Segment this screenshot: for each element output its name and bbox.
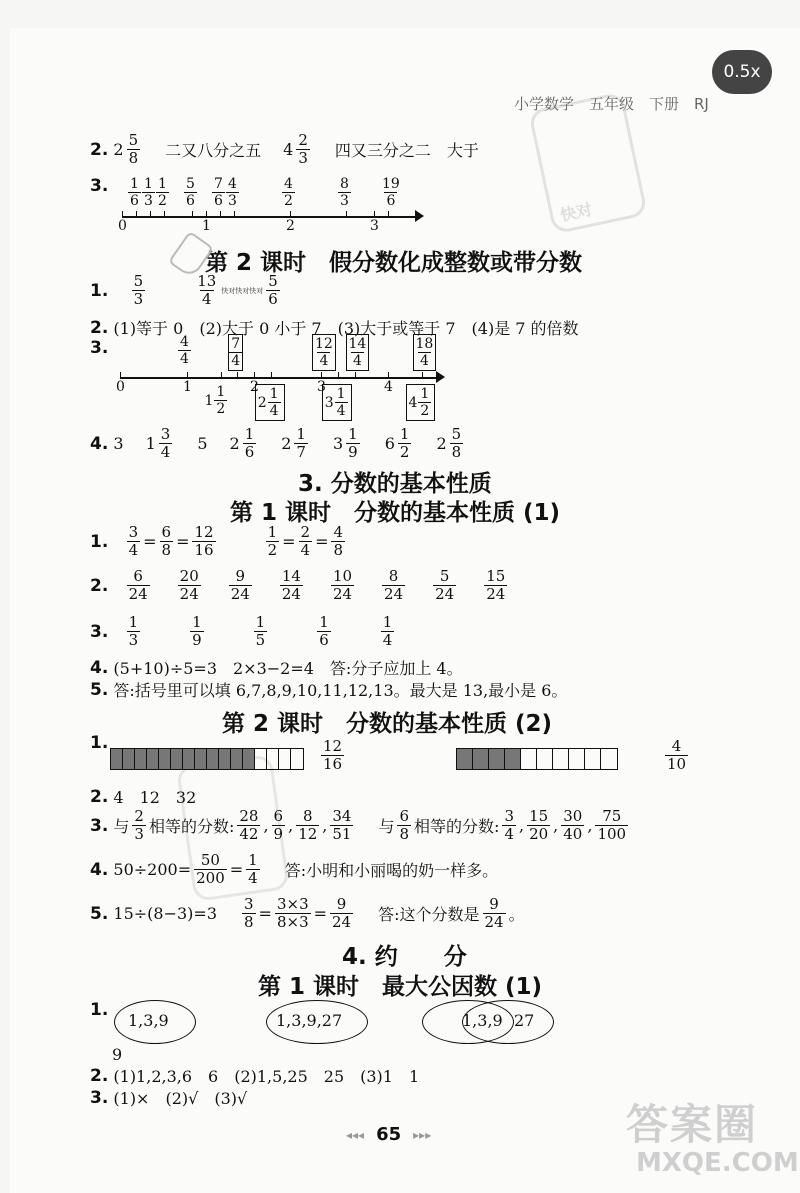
s5-q3 <box>90 1086 247 1109</box>
fraction: $\frac{5}{8}$ <box>451 425 462 461</box>
fraction: $\frac{15}{24}$ <box>486 567 506 603</box>
tick-label: 0 <box>116 379 125 395</box>
fraction: $\frac{4}{2}$ <box>284 176 293 209</box>
arrow-icon <box>436 371 445 383</box>
bar-cell <box>291 749 303 769</box>
fraction: $\frac{14}{4}$ <box>346 334 370 371</box>
q-number: 1. <box>90 531 109 552</box>
bar-cell <box>505 749 521 769</box>
s3-q2 <box>90 568 510 603</box>
fraction: $\frac{1}{9}$ <box>192 613 202 649</box>
tick <box>164 211 165 217</box>
q-number: 1. <box>90 733 109 753</box>
mixed-number <box>255 384 285 421</box>
text: 2 <box>436 434 447 453</box>
fraction: $\frac{5}{8}$ <box>128 131 139 167</box>
s4-q3: 3. 与 $\frac{2}{3}$ 相等的分数: $\frac{28}{42}$ , $\frac{6}{9}$ , $\frac{8}{12}$ , $\frac{34}{51}$ 与 $\frac{6}{8}$ 相等的分数: $\frac{3}{4}$ , $\frac{15}{20}$ , $\frac{30}{40}$ , $\frac{75}{100}$ <box>90 807 627 843</box>
text: 相等的分数: <box>414 817 500 836</box>
text: 1 <box>145 434 156 453</box>
fraction: $\frac{7}{6}$ <box>214 176 223 209</box>
text: 2 <box>257 394 267 411</box>
fraction: $\frac{4}{3}$ <box>228 176 237 209</box>
fraction: $\frac{12}{4}$ <box>312 334 336 371</box>
fraction: $\frac{12}{16}$ <box>194 523 214 559</box>
fraction: $\frac{1}{6}$ <box>319 613 329 649</box>
text: , <box>587 816 593 835</box>
bar2-fraction: $\frac{4}{10}$ <box>667 737 687 773</box>
bar-cell <box>231 749 243 769</box>
text: 3 <box>332 434 344 453</box>
q-number: 5. <box>90 679 109 700</box>
fraction: $\frac{10}{24}$ <box>332 567 353 603</box>
set-label: 27 <box>514 1011 535 1030</box>
tick <box>136 211 137 217</box>
bar-cell <box>601 749 617 769</box>
bar-cell <box>207 749 219 769</box>
bar-cell <box>159 749 171 769</box>
answer-text: (1)等于 0 (2)大于 0 小于 7 (3)大于或等于 7 (4)是 7 的倍数 <box>113 319 579 338</box>
bar-cell <box>123 749 135 769</box>
watermark-url: MXQE.COM <box>636 1148 799 1178</box>
text: 4 <box>408 394 418 411</box>
tick <box>234 211 235 217</box>
fraction: $\frac{30}{40}$ <box>563 807 583 843</box>
fraction: $\frac{28}{42}$ <box>239 807 259 843</box>
expr: 15÷(8−3)=3 <box>113 904 217 923</box>
fraction: $\frac{8}{12}$ <box>298 807 318 843</box>
bar-cell <box>585 749 601 769</box>
q-number: 4. <box>90 657 109 678</box>
q-number: 2. <box>90 317 109 338</box>
q-number: 4. <box>90 433 109 454</box>
bar-cell <box>267 749 279 769</box>
s3-q5 <box>90 678 567 701</box>
tick <box>192 211 193 217</box>
bar-cell <box>489 749 505 769</box>
lesson-title: 第 2 课时 分数的基本性质 (2) <box>222 711 553 737</box>
bar-cell <box>473 749 489 769</box>
fraction: $\frac{18}{4}$ <box>413 334 437 371</box>
lesson-title: 第 1 课时 最大公因数 (1) <box>258 974 543 1000</box>
text: 相等的分数: <box>148 817 235 836</box>
bar-cell <box>171 749 183 769</box>
bar-cell <box>537 749 553 769</box>
s4-q5: 5. 15÷(8−3)=3 $\frac{3}{8}$ = $\frac{3\times 3}{8\times 3}$ = $\frac{9}{24}$ 答:这个分数是 $\frac{9}{24}$ 。 <box>90 895 525 931</box>
tick-label: 1 <box>202 218 211 234</box>
q-number: 3. <box>90 815 109 836</box>
fraction: $\frac{3}{4}$ <box>128 523 139 559</box>
fraction: $\frac{75}{100}$ <box>597 807 627 843</box>
fraction: $\frac{1}{2}$ <box>158 176 167 209</box>
tick <box>388 372 389 378</box>
bar-cell <box>111 749 123 769</box>
q-number: 2. <box>90 1065 109 1086</box>
text: = <box>143 532 157 551</box>
text: , <box>322 816 328 835</box>
number-line-1 <box>110 176 430 238</box>
text: = <box>315 532 329 551</box>
fraction: $\frac{6}{8}$ <box>161 523 172 559</box>
q-number: 5. <box>90 903 109 924</box>
q-number: 3. <box>90 621 109 642</box>
fraction: $\frac{5}{6}$ <box>186 176 195 209</box>
bar-cell <box>135 749 147 769</box>
text: , <box>288 816 294 835</box>
set-label: 1,3,9 <box>128 1011 169 1030</box>
prev-arrows-icon: ◂◂◂ <box>346 1127 365 1142</box>
fraction: $\frac{1}{7}$ <box>296 425 306 461</box>
fraction: $\frac{34}{51}$ <box>332 807 352 843</box>
fraction: $\frac{1}{6}$ <box>130 176 139 209</box>
text: 1 <box>204 392 214 409</box>
q-number: 4. <box>90 859 109 880</box>
tick <box>321 372 322 378</box>
tick <box>388 211 389 217</box>
s1-q2 <box>90 132 479 167</box>
chapter-title: 3. 分数的基本性质 <box>298 471 492 497</box>
fraction: $\frac{3}{4}$ <box>504 807 514 843</box>
fraction: $\frac{5}{24}$ <box>435 567 455 603</box>
s3-q3 <box>90 614 397 649</box>
q-number: 1. <box>90 1000 109 1020</box>
tick <box>374 211 375 217</box>
answer-text: 答:括号里可以填 6,7,8,9,10,11,12,13。最大是 13,最小是 6。 <box>113 681 568 700</box>
answer-text: (1)1,2,3,6 6 (2)1,5,25 25 (3)1 1 <box>113 1067 420 1086</box>
tick <box>254 372 255 378</box>
playback-speed-button[interactable] <box>712 50 772 94</box>
q-number: 3. <box>90 1087 109 1108</box>
answer-text: 答:这个分数是 <box>378 905 480 924</box>
text: = <box>176 532 190 551</box>
bar1-fraction: $\frac{12}{16}$ <box>323 737 343 773</box>
fraction: $\frac{2}{4}$ <box>300 523 311 559</box>
fraction: $\frac{1}{2}$ <box>420 386 430 419</box>
fraction: $\frac{19}{6}$ <box>382 176 400 209</box>
tick-label: 0 <box>118 218 127 234</box>
text: 5 <box>197 434 208 453</box>
text: 2 <box>229 434 240 453</box>
s4-q4: 4. 50÷200= $\frac{50}{200}$ = $\frac{1}{4}$ 答:小明和小丽喝的奶一样多。 <box>90 851 499 887</box>
text: 6 <box>384 434 395 453</box>
fraction-bar-2 <box>456 748 618 770</box>
fraction-bar-1 <box>110 748 304 770</box>
stamp-text: 快对快对快对 <box>221 286 264 295</box>
fraction: $\frac{8}{3}$ <box>340 176 349 209</box>
text: , <box>553 816 559 835</box>
fraction: $\frac{15}{20}$ <box>529 807 549 843</box>
mixed-number <box>205 384 229 417</box>
whole: 4 <box>283 140 294 159</box>
set-label: 1,3,9,27 <box>276 1011 343 1030</box>
whole: 2 <box>113 140 124 159</box>
bar-cell <box>195 749 207 769</box>
q-number: 3. <box>90 176 109 196</box>
tick <box>346 211 347 217</box>
text: 2 <box>281 434 292 453</box>
bar-cell <box>569 749 585 769</box>
watermark-text: 快对 <box>558 199 594 226</box>
answer-text: 四又三分之二 大于 <box>334 141 479 160</box>
fraction: $\frac{9}{24}$ <box>230 567 250 603</box>
fraction: $\frac{1}{6}$ <box>244 425 255 461</box>
mixed-number <box>406 384 436 421</box>
fraction: $\frac{7}{4}$ <box>228 334 243 371</box>
fraction: $\frac{4}{8}$ <box>333 523 344 559</box>
text: = <box>282 532 296 551</box>
text: , <box>263 816 269 835</box>
fraction: $\frac{6}{24}$ <box>128 567 148 603</box>
bar-cell <box>183 749 195 769</box>
lesson-title: 第 2 课时 假分数化成整数或带分数 <box>205 250 583 276</box>
bar-cell <box>255 749 267 769</box>
tick-label: 1 <box>183 379 192 395</box>
bar-cell <box>553 749 569 769</box>
q-number: 2. <box>90 786 109 807</box>
fraction: $\frac{1}{2}$ <box>399 425 410 461</box>
tick <box>338 372 339 378</box>
tick <box>120 372 121 378</box>
tick-label: 4 <box>384 379 393 395</box>
text: 与 <box>378 817 395 836</box>
s2-q1: 1. $\frac{5}{3}$ $\frac{13}{4}$ 快对快对快对 $\frac{5}{6}$ <box>90 272 278 308</box>
tick <box>422 372 423 378</box>
tick <box>271 372 272 378</box>
set-label: 1,3,9 <box>462 1011 503 1030</box>
s3-q4 <box>90 656 463 679</box>
fraction: $\frac{3}{4}$ <box>160 425 171 461</box>
bar-cell <box>279 749 291 769</box>
text: 3 <box>324 394 334 411</box>
fraction: $\frac{1}{3}$ <box>144 176 153 209</box>
page-number: 65 <box>376 1124 402 1145</box>
s3-q1 <box>90 524 348 559</box>
tick <box>150 211 151 217</box>
tick <box>187 372 188 378</box>
bar-cell <box>219 749 231 769</box>
tick <box>221 372 222 378</box>
answer-text: (5+10)÷5=3 2×3−2=4 答:分子应加上 4。 <box>113 659 463 678</box>
number-line-2 <box>110 334 450 424</box>
q-number: 2. <box>90 575 109 596</box>
chapter-title: 4. 约 分 <box>342 944 467 970</box>
fraction: $\frac{1}{9}$ <box>348 425 358 461</box>
bar-cell <box>243 749 255 769</box>
fraction: $\frac{14}{24}$ <box>281 567 301 603</box>
tick <box>206 211 207 217</box>
tick <box>290 211 291 217</box>
bar-cell <box>457 749 473 769</box>
q-number: 1. <box>90 280 109 301</box>
fraction: $\frac{1}{5}$ <box>255 613 266 649</box>
fraction: $\frac{1}{4}$ <box>269 386 279 419</box>
tick-label: 3 <box>317 379 326 395</box>
s2-q4 <box>90 426 488 461</box>
answer-text: 二又八分之五 <box>165 141 262 160</box>
tick-label: 3 <box>370 218 379 234</box>
answer-text: 答:小明和小丽喝的奶一样多。 <box>284 861 499 880</box>
bar-cell <box>521 749 537 769</box>
page-footer <box>346 1124 431 1145</box>
text: 3 <box>113 434 124 453</box>
next-arrows-icon: ▸▸▸ <box>413 1127 432 1142</box>
speed-label: 0.5x <box>723 62 761 82</box>
fraction: $\frac{1}{2}$ <box>216 384 226 417</box>
answer-text: 9 <box>112 1045 123 1064</box>
text: 与 <box>113 817 130 836</box>
tick-label: 2 <box>250 379 259 395</box>
tick-label: 2 <box>286 218 295 234</box>
fraction: $\frac{1}{3}$ <box>128 613 139 649</box>
s5-q2 <box>90 1064 419 1087</box>
bar-cell <box>147 749 159 769</box>
q-number: 2. <box>90 139 109 160</box>
answer-text: 4 12 32 <box>113 788 197 807</box>
mixed-number <box>322 384 352 421</box>
page-header: 小学数学 五年级 下册 RJ <box>514 95 709 113</box>
fraction: $\frac{6}{9}$ <box>273 807 284 843</box>
fraction: $\frac{4}{4}$ <box>180 334 189 367</box>
fraction: $\frac{20}{24}$ <box>179 567 199 603</box>
tick <box>355 372 356 378</box>
tick <box>122 211 123 217</box>
lesson-title: 第 1 课时 分数的基本性质 (1) <box>230 500 561 526</box>
q-number: 3. <box>90 338 109 358</box>
arrow-icon <box>415 210 424 222</box>
text: , <box>518 816 525 835</box>
fraction: $\frac{1}{4}$ <box>336 386 346 419</box>
fraction: $\frac{1}{4}$ <box>382 613 393 649</box>
tick <box>237 372 238 378</box>
watermark-brand: 答案圈 <box>626 1100 759 1149</box>
fraction: $\frac{1}{2}$ <box>267 523 278 559</box>
fraction: $\frac{8}{24}$ <box>384 567 404 603</box>
tick <box>220 211 221 217</box>
fraction: $\frac{2}{3}$ <box>298 131 308 167</box>
s4-q2 <box>90 785 196 808</box>
expr: 50÷200= <box>113 860 192 879</box>
answer-text: (1)× (2)√ (3)√ <box>113 1089 248 1108</box>
